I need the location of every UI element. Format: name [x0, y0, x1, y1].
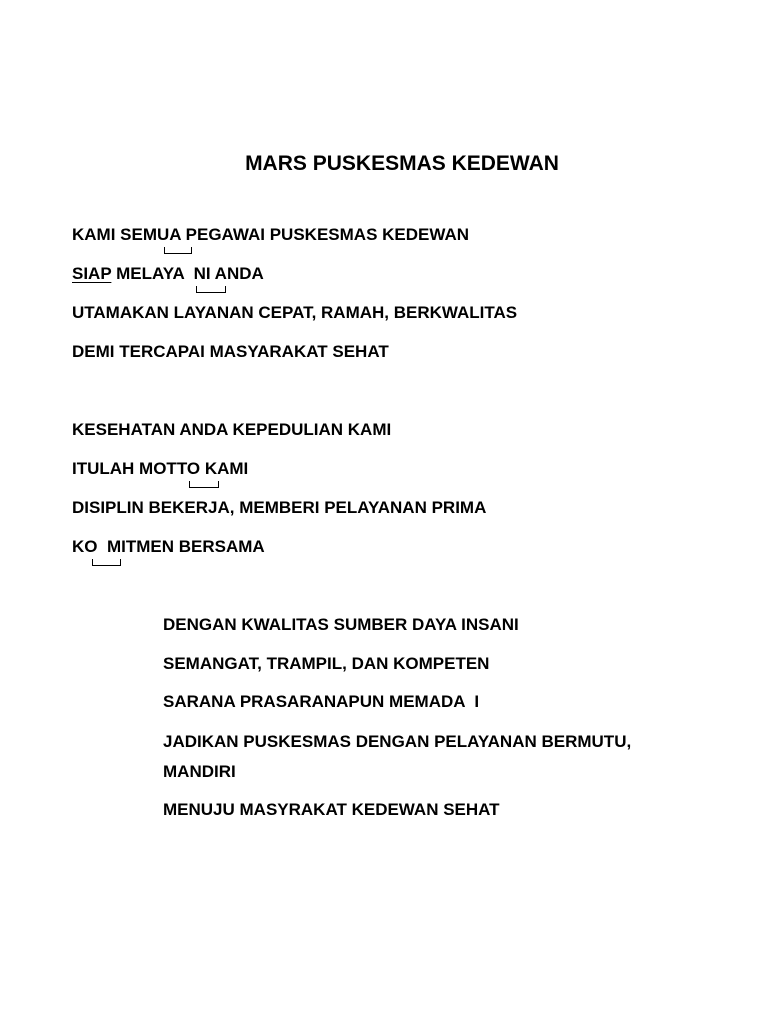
- chorus-line2: SEMANGAT, TRAMPIL, DAN KOMPETEN: [163, 654, 490, 673]
- verse1-line2: [72, 264, 264, 284]
- verse2-line1: KESEHATAN ANDA KEPEDULIAN KAMI: [72, 420, 392, 439]
- verse2-line4: KO MITMEN BERSAMA: [72, 537, 265, 556]
- slur-mark: [164, 247, 192, 254]
- chorus-line4a: JADIKAN PUSKESMAS DENGAN PELAYANAN BERMUTU,: [163, 732, 632, 751]
- chorus-line3: SARANA PRASARANAPUN MEMADA I: [163, 692, 480, 711]
- song-title: MARS PUSKESMAS KEDEWAN: [245, 152, 559, 175]
- verse1-line4: DEMI TERCAPAI MASYARAKAT SEHAT: [72, 342, 389, 361]
- slur-mark: [196, 286, 226, 293]
- chorus-line4b: MANDIRI: [163, 762, 236, 781]
- slur-mark: [189, 481, 219, 488]
- chorus-line1: DENGAN KWALITAS SUMBER DAYA INSANI: [163, 615, 519, 634]
- verse1-line1: KAMI SEMUA PEGAWAI PUSKESMAS KEDEWAN: [72, 225, 470, 244]
- verse1-line2-rest: MELAYA NI ANDA: [111, 264, 264, 283]
- slur-mark: [92, 559, 121, 566]
- verse2-line3: DISIPLIN BEKERJA, MEMBERI PELAYANAN PRIMA: [72, 498, 487, 517]
- verse2-line2: ITULAH MOTTO KAMI: [72, 459, 249, 478]
- chorus-line5: MENUJU MASYRAKAT KEDEWAN SEHAT: [163, 800, 500, 819]
- underlined-word: SIAP: [72, 264, 112, 283]
- verse1-line3: UTAMAKAN LAYANAN CEPAT, RAMAH, BERKWALITAS: [72, 303, 518, 322]
